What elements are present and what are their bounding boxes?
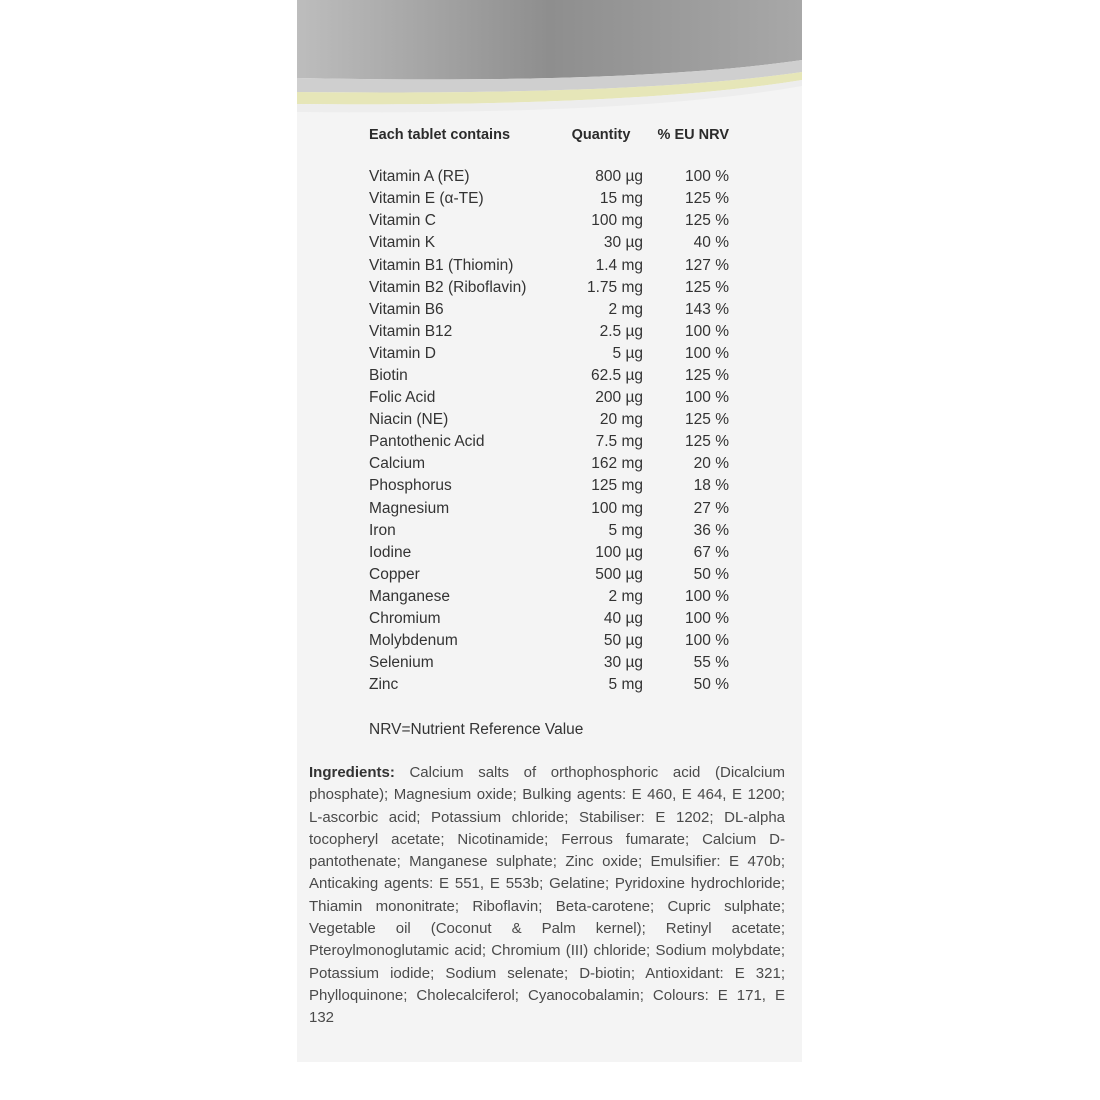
nutrient-nrv: 50 % [693,565,729,583]
nutrient-nrv: 67 % [693,543,729,561]
table-row [369,343,729,365]
ingredients-text: Calcium salts of orthophosphoric acid (Dicalcium phosphate); Magnesium oxide; Bulking agents: E 460, E 464, E 1200; L-ascorbic acid; Potassium chloride; Stabiliser: E 1202; DL-alpha tocopheryl acetate; Nicotinamide; Ferrous fumarate; Calcium D-pantothenate; Manganese sulphate; Zinc oxide; Emulsifier: E 470b; Anticaking agents: E 551, E 553b; Gelatine; Pyridoxine hydrochloride; Thiamin mononitrate; Riboflavin; Beta-carotene; Cupric sulphate; Vegetable oil (Coconut & Palm kernel); Retinyl acetate; Pteroylmonoglutamic acid; Chromium (III) chloride; Sodium molybdate; Potassium iodide; Sodium selenate; D-biotin; Antioxidant: E 321; Phylloquinone; Cholecalciferol; Cyanocobalamin; Colours: E 171, E 132 [309,764,785,1027]
nutrient-nrv: 125 % [685,212,729,230]
nutrient-quantity: 162 mg [591,455,643,473]
nutrient-nrv: 100 % [685,587,729,605]
nrv-footnote: NRV=Nutrient Reference Value [369,721,584,738]
nutrient-quantity: 2 mg [608,587,643,605]
nutrient-nrv: 125 % [685,433,729,451]
nutrient-quantity: 20 mg [599,411,643,429]
nutrient-nrv: 125 % [685,278,729,296]
nutrient-quantity: 50 µg [603,632,643,650]
nutrition-table [369,127,729,696]
nutrient-quantity: 7.5 mg [595,433,643,451]
decorative-header-band [297,0,802,120]
nutrient-name: Vitamin B12 [369,322,453,340]
nutrient-quantity: 1.4 mg [595,256,643,274]
table-row [369,188,729,210]
table-row [369,387,729,409]
nutrient-nrv: 125 % [685,366,729,384]
nutrient-nrv: 100 % [685,322,729,340]
nutrient-nrv: 100 % [685,344,729,362]
nutrient-name: Manganese [369,587,451,605]
nutrient-quantity: 5 µg [612,344,643,362]
nutrient-name: Vitamin B1 (Thiomin) [369,256,514,274]
nutrient-nrv: 100 % [685,389,729,407]
nutrient-name: Vitamin A (RE) [369,168,470,186]
nutrient-quantity: 125 mg [591,477,643,495]
nutrient-name: Vitamin K [369,234,436,252]
nutrient-quantity: 5 mg [608,676,643,694]
nutrient-name: Vitamin B6 [369,300,444,318]
table-row [369,520,729,542]
ingredients-block [309,762,785,1030]
nutrient-nrv: 125 % [685,190,729,208]
table-row [369,608,729,630]
nutrient-name: Copper [369,565,420,583]
nutrient-quantity: 15 mg [599,190,643,208]
nutrient-quantity: 100 mg [591,499,643,517]
nutrient-name: Vitamin C [369,212,436,230]
table-header-row [369,127,729,144]
table-row [369,674,729,696]
table-row [369,564,729,586]
nutrient-quantity: 30 µg [603,234,643,252]
ingredients-label: Ingredients: [309,764,395,781]
column-header-quantity: Quantity [571,127,631,143]
table-row [369,498,729,520]
nutrient-nrv: 100 % [685,168,729,186]
nutrient-name: Magnesium [369,499,450,517]
nutrient-nrv: 127 % [685,256,729,274]
nutrient-quantity: 2.5 µg [599,322,643,340]
nutrient-quantity: 100 µg [595,543,643,561]
nutrient-quantity: 100 mg [591,212,643,230]
nutrient-nrv: 143 % [685,300,729,318]
nutrient-quantity: 5 mg [608,521,643,539]
nutrient-quantity: 500 µg [595,565,643,583]
table-row [369,652,729,674]
nutrient-name: Selenium [369,654,434,672]
nutrient-name: Pantothenic Acid [369,433,485,451]
nutrient-nrv: 125 % [685,411,729,429]
table-body [369,166,729,696]
nutrient-name: Vitamin B2 (Riboflavin) [369,278,527,296]
nutrient-name: Chromium [369,610,441,628]
column-header-name: Each tablet contains [369,127,511,143]
nutrient-quantity: 62.5 µg [590,366,643,384]
nutrient-nrv: 100 % [685,632,729,650]
table-row [369,630,729,652]
column-header-nrv: % EU NRV [657,127,729,143]
nutrient-nrv: 50 % [693,676,729,694]
nutrient-name: Biotin [369,366,408,384]
nutrient-name: Calcium [369,455,425,473]
nutrient-quantity: 200 µg [595,389,643,407]
table-row [369,299,729,321]
table-row [369,210,729,232]
table-row [369,542,729,564]
nutrient-name: Folic Acid [369,389,436,407]
nutrient-nrv: 100 % [685,610,729,628]
table-row [369,409,729,431]
nutrient-name: Vitamin E (α-TE) [369,190,484,208]
table-row [369,431,729,453]
table-row [369,365,729,387]
nutrient-nrv: 55 % [693,654,729,672]
nutrient-quantity: 2 mg [608,300,643,318]
label-panel [297,0,802,1062]
nutrient-nrv: 20 % [693,455,729,473]
nutrient-nrv: 40 % [693,234,729,252]
table-row [369,232,729,254]
nutrient-quantity: 1.75 mg [586,278,643,296]
nutrient-quantity: 40 µg [603,610,643,628]
table-row [369,475,729,497]
nutrient-quantity: 800 µg [595,168,643,186]
nutrient-name: Molybdenum [369,632,458,650]
nutrient-name: Iron [369,521,396,539]
nutrient-name: Niacin (NE) [369,411,449,429]
nutrient-name: Phosphorus [369,477,452,495]
table-row [369,321,729,343]
nutrient-name: Vitamin D [369,344,436,362]
nutrient-nrv: 18 % [693,477,729,495]
table-row [369,586,729,608]
table-row [369,254,729,276]
table-row [369,277,729,299]
table-row [369,166,729,188]
nutrient-nrv: 36 % [693,521,729,539]
nutrient-name: Iodine [369,543,412,561]
table-row [369,453,729,475]
nutrient-nrv: 27 % [693,499,729,517]
nutrient-quantity: 30 µg [603,654,643,672]
nutrient-name: Zinc [369,676,399,694]
